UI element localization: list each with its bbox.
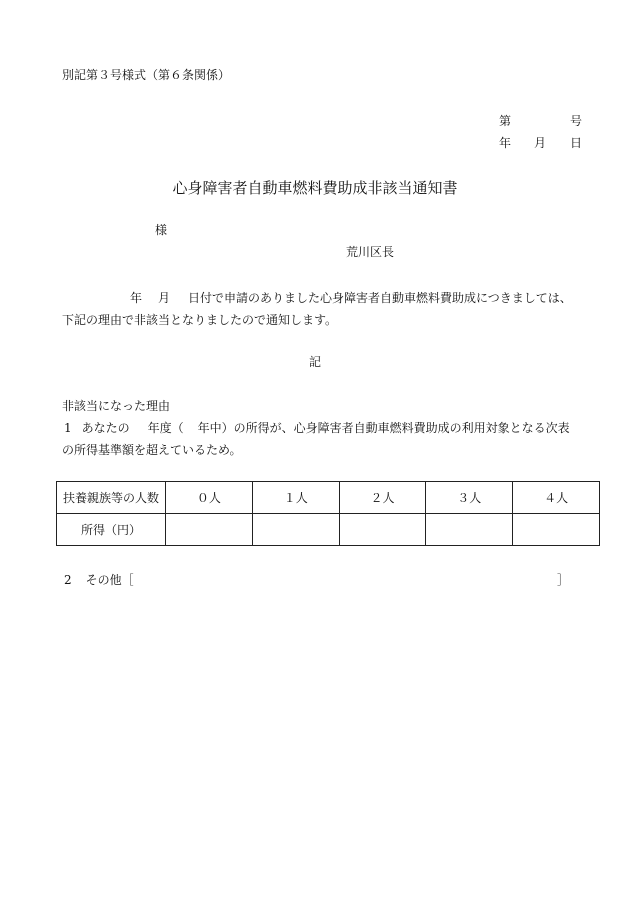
item1-part-b: 年度（: [147, 421, 184, 435]
income-cell: [339, 514, 426, 546]
item2-close-bracket: ］: [557, 573, 570, 587]
document-number-suffix: 号: [570, 114, 583, 128]
item1-part-a: あなたの: [81, 421, 130, 435]
body-line-1: [130, 289, 572, 306]
dependents-count-label: 扶養親族等の人数: [57, 482, 166, 514]
issuer: 荒川区長: [346, 245, 395, 259]
item2-label: その他［: [85, 573, 134, 587]
income-cell: [166, 514, 253, 546]
item2-number: 2: [64, 573, 72, 587]
column-header: ２人: [339, 482, 426, 514]
income-row-label: 所得（円）: [57, 514, 166, 546]
reason-item-2: [64, 571, 134, 588]
income-cell: [426, 514, 513, 546]
body-month: 月: [158, 291, 171, 305]
column-header: ３人: [426, 482, 513, 514]
date-year-label: 年: [499, 136, 512, 150]
ki-heading: 記: [308, 355, 321, 369]
table-header-row: [57, 482, 600, 514]
form-label: 別記第３号様式（第６条関係）: [62, 68, 231, 82]
column-header: １人: [252, 482, 339, 514]
date-month-label: 月: [534, 136, 547, 150]
income-cell: [252, 514, 339, 546]
body-year: 年: [130, 291, 143, 305]
body-line1-rest: 日付で申請のありました心身障害者自動車燃料費助成につきましては、: [188, 291, 572, 305]
reason-heading: 非該当になった理由: [62, 399, 171, 413]
reason-item-1-line-2: の所得基準額を超えているため。: [62, 443, 242, 457]
addressee-suffix: 様: [155, 223, 168, 237]
column-header: ４人: [513, 482, 600, 514]
body-line-2: 下記の理由で非該当となりましたので通知します。: [62, 313, 338, 327]
income-cell: [513, 514, 600, 546]
column-header: ０人: [166, 482, 253, 514]
income-threshold-table: [56, 481, 600, 546]
table-row: [57, 514, 600, 546]
item1-number: 1: [64, 421, 72, 435]
document-number-prefix: 第: [499, 114, 512, 128]
item1-part-c: 年中）の所得が、心身障害者自動車燃料費助成の利用対象となる次表: [197, 421, 570, 435]
date-day-label: 日: [570, 136, 583, 150]
reason-item-1: [64, 419, 570, 436]
document-title: 心身障害者自動車燃料費助成非該当通知書: [172, 179, 458, 197]
